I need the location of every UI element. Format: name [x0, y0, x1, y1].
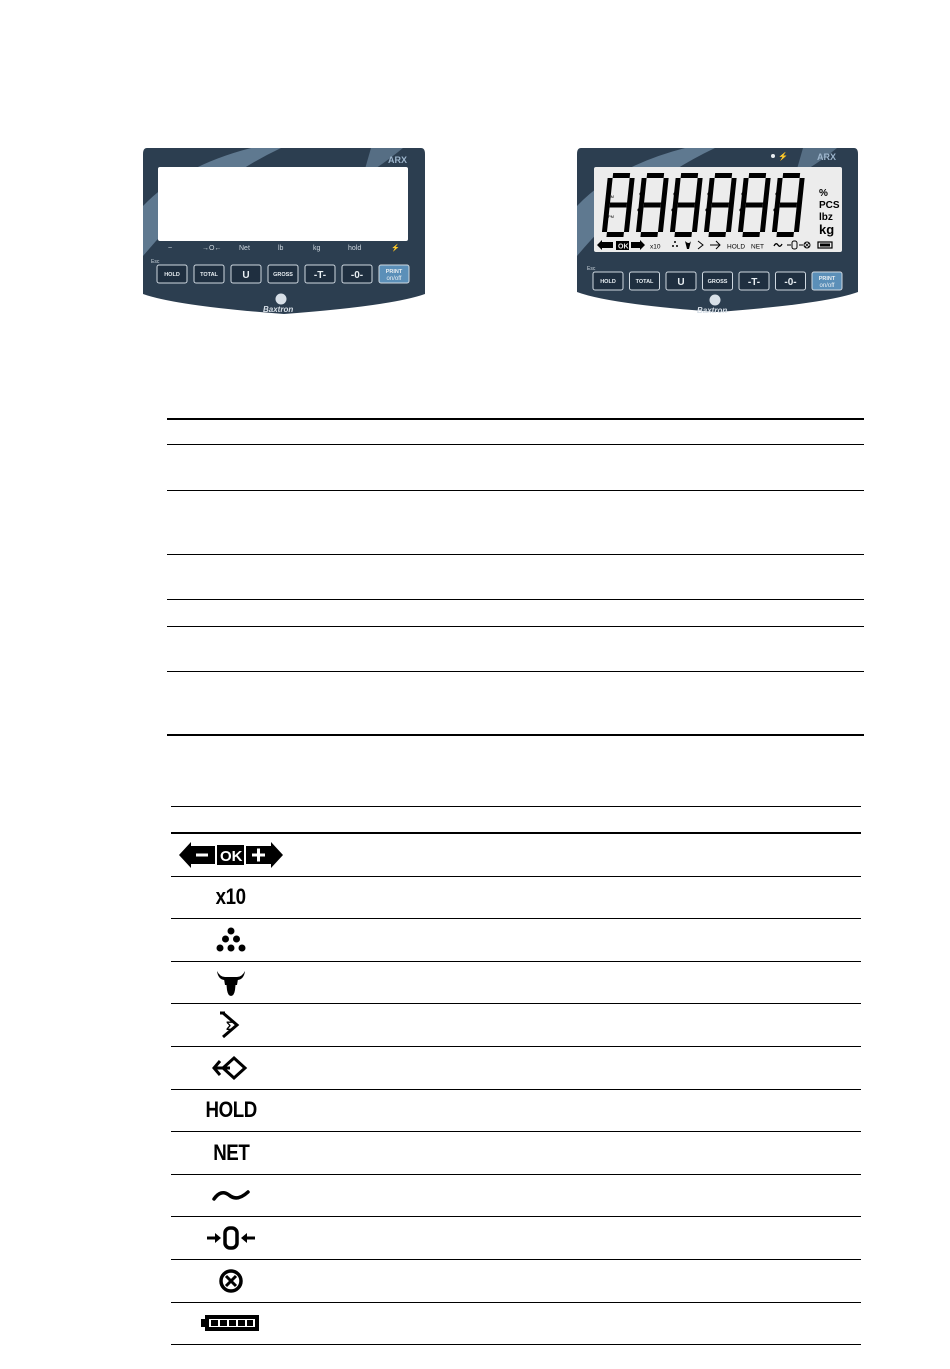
table-row — [171, 1132, 861, 1175]
sum-diamond-icon — [217, 1010, 245, 1040]
minus-ok-plus-arrows-icon — [179, 840, 283, 870]
table-row — [171, 877, 861, 920]
table-rule — [167, 599, 864, 600]
svg-text:-0-: -0- — [350, 270, 364, 281]
table-rule — [167, 671, 864, 672]
svg-text:GROSS: GROSS — [273, 272, 293, 278]
indicator-label: ~ — [168, 245, 173, 252]
table-rule — [167, 444, 864, 445]
svg-text:Baxtron: Baxtron — [263, 305, 294, 314]
x10-icon: x10 — [216, 884, 246, 910]
key-u-button[interactable] — [666, 272, 696, 290]
svg-text:Esc: Esc — [151, 259, 160, 265]
unit-label: PCS — [819, 200, 840, 211]
left-indicator-panel — [141, 146, 427, 322]
table-rule — [167, 626, 864, 627]
table-row — [171, 919, 861, 962]
indicator-label: kg — [313, 245, 321, 252]
table-row — [171, 1175, 861, 1218]
svg-text:PRINT: PRINT — [818, 276, 836, 282]
annunciator-label: NET — [751, 243, 764, 251]
bull-head-icon — [215, 968, 247, 998]
svg-text:OK: OK — [618, 243, 629, 251]
table-row — [171, 1047, 861, 1090]
lcd-window — [158, 167, 408, 241]
net-icon: NET — [212, 1139, 250, 1165]
table-rule — [167, 490, 864, 491]
table-row — [171, 962, 861, 1005]
annunciator-label: x10 — [650, 243, 661, 251]
zero-center-icon — [205, 1225, 257, 1251]
svg-text:HOLD: HOLD — [600, 279, 616, 285]
arrow-diamond-icon — [212, 1055, 250, 1081]
indicator-label: lb — [278, 245, 284, 252]
svg-text:TOTAL: TOTAL — [635, 279, 654, 285]
svg-text:Baxtron: Baxtron — [697, 306, 728, 315]
svg-text:PRINT: PRINT — [385, 269, 403, 275]
svg-text:-T-: -T- — [747, 277, 761, 288]
am-pm-label: PM — [608, 214, 614, 219]
circle-cross-icon — [218, 1268, 244, 1294]
svg-text:on/off: on/off — [819, 283, 835, 289]
key-t-button[interactable] — [739, 272, 769, 290]
svg-text:TOTAL: TOTAL — [200, 272, 218, 278]
key-t-button[interactable] — [305, 265, 335, 283]
key-print-button[interactable] — [379, 265, 409, 283]
indicator-label: →O← — [202, 245, 222, 252]
indicator-label: hold — [348, 245, 362, 252]
table-rule — [167, 554, 864, 555]
am-pm-label: AM — [608, 194, 614, 199]
dots-pyramid-icon — [216, 927, 246, 953]
key-u-button[interactable] — [231, 265, 261, 283]
right-indicator-panel — [575, 146, 860, 318]
table-header-row — [171, 807, 861, 834]
key-gross-button[interactable] — [268, 265, 298, 283]
unit-label: lbz — [819, 212, 833, 223]
annunciator-label: HOLD — [727, 243, 746, 251]
key-0-button[interactable] — [342, 265, 372, 283]
key-0-button[interactable] — [776, 272, 806, 290]
table-row — [171, 834, 861, 877]
unit-label: % — [819, 188, 828, 199]
key-total-button[interactable] — [194, 265, 224, 283]
hold-icon: HOLD — [205, 1097, 257, 1123]
table-row — [171, 1260, 861, 1303]
table-rule-bottom — [167, 734, 864, 736]
svg-text:U: U — [677, 277, 685, 288]
svg-text:-0-: -0- — [784, 277, 797, 288]
model-tag: ARX — [817, 152, 837, 162]
table-row — [171, 1303, 861, 1346]
svg-text:OK: OK — [220, 847, 243, 865]
table-rule-top — [167, 418, 864, 420]
svg-text:Esc: Esc — [587, 266, 596, 272]
model-tag: ARX — [388, 155, 408, 165]
table-row — [171, 1004, 861, 1047]
svg-text:HOLD: HOLD — [164, 272, 180, 278]
svg-text:-T-: -T- — [313, 270, 327, 281]
unit-label: kg — [819, 222, 835, 237]
table-row — [171, 1090, 861, 1133]
symbol-table — [171, 806, 861, 1345]
svg-text:GROSS: GROSS — [707, 279, 728, 285]
svg-text:U: U — [242, 270, 250, 281]
tilde-stable-icon — [211, 1186, 251, 1206]
indicator-label: Net — [239, 245, 250, 252]
svg-text:Σ: Σ — [226, 1019, 234, 1034]
indicator-label: ⚡ — [391, 245, 400, 252]
table-row — [171, 1217, 861, 1260]
battery-icon — [201, 1314, 261, 1332]
key-total-button[interactable] — [630, 272, 660, 290]
key-print-button[interactable] — [812, 272, 842, 290]
svg-text:on/off: on/off — [386, 276, 402, 282]
svg-text:⚡: ⚡ — [778, 152, 788, 161]
key-gross-button[interactable] — [703, 272, 733, 290]
